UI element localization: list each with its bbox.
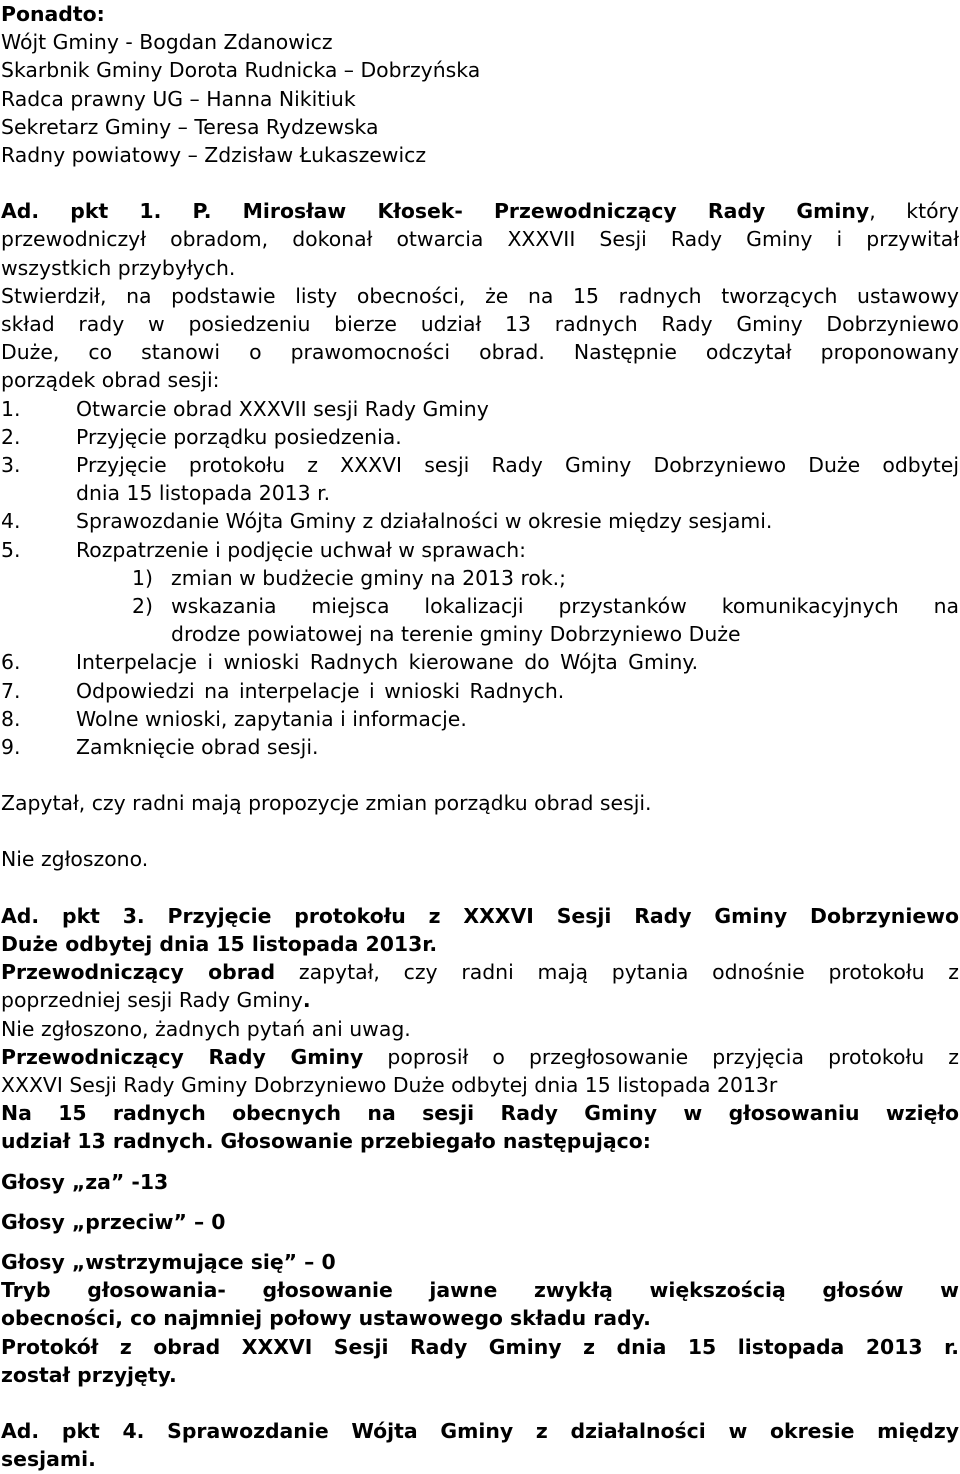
spacer [1, 1156, 959, 1168]
spacer [1, 169, 959, 197]
votes-abstain: Głosy „wstrzymujące się” – 0 [1, 1249, 336, 1274]
pkt1-line: Duże, co stanowi o prawomocności obrad. Następnie odczytał proponowany [1, 340, 959, 365]
pkt3-heading: Duże odbytej dnia 15 listopada 2013r. [1, 931, 438, 956]
pkt1-line: Stwierdził, na podstawie listy obecności, że na 15 radnych tworzących ustawowy [1, 283, 959, 308]
pkt3-line: Nie zgłoszono, żadnych pytań ani uwag. [1, 1016, 411, 1041]
pkt1-line: przewodniczył obradom, dokonał otwarcia XXXVII Sesji Rady Gminy i przywitał [1, 227, 959, 252]
agenda-item: 1. Otwarcie obrad XXXVII sesji Rady Gminy [1, 396, 489, 421]
pkt1-lead: Ad. pkt 1. P. Mirosław Kłosek- Przewodniczący Rady Gminy [1, 199, 870, 224]
pkt1-line: wszystkich przybyłych. [1, 255, 236, 280]
agenda-item: 5. Rozpatrzenie i podjęcie uchwał w sprawach: [1, 537, 527, 562]
pkt3-line: poprzedniej sesji Rady Gminy. [1, 988, 311, 1013]
pkt1-line: porządek obrad sesji: [1, 368, 220, 393]
pkt1-line: skład rady w posiedzeniu bierze udział 13 radnych Rady Gminy Dobrzyniewo [1, 312, 959, 337]
pkt3-line: obecności, co najmniej połowy ustawowego składu rady. [1, 1306, 651, 1331]
pkt3-heading: Ad. pkt 3. Przyjęcie protokołu z XXXVI Sesji Rady Gminy Dobrzyniewo [1, 903, 959, 928]
pkt3-line: Przewodniczący Rady Gminy poprosił o przegłosowanie przyjęcia protokołu z [1, 1044, 959, 1069]
pkt3-line: Tryb głosowania- głosowanie jawne zwykłą większością głosów w [1, 1278, 959, 1303]
spacer [1, 1236, 959, 1248]
spacer [1, 1196, 959, 1208]
attendee-line: Skarbnik Gminy Dorota Rudnicka – Dobrzyńska [1, 58, 481, 83]
agenda-item-cont: dnia 15 listopada 2013 r. [76, 481, 331, 506]
agenda-item: 2. Przyjęcie porządku posiedzenia. [1, 424, 402, 449]
agenda-item: 9. Zamknięcie obrad sesji. [1, 735, 319, 760]
pkt3-line: został przyjęty. [1, 1362, 177, 1387]
agenda-item: 8. Wolne wnioski, zapytania i informacje. [1, 706, 467, 731]
pkt3-line: Protokół z obrad XXXVI Sesji Rady Gminy z dnia 15 listopada 2013 r. [1, 1334, 959, 1359]
agenda-item: 3. Przyjęcie protokołu z XXXVI sesji Rady Gminy Dobrzyniewo Duże odbytej [1, 453, 959, 478]
agenda-subitem: 1) zmian w budżecie gminy na 2013 rok.; [132, 565, 567, 590]
question-line: Zapytał, czy radni mają propozycje zmian porządku obrad sesji. [1, 791, 652, 816]
spacer [1, 1389, 959, 1417]
spacer [1, 817, 959, 845]
pkt3-line: XXXVI Sesji Rady Gminy Dobrzyniewo Duże odbytej dnia 15 listopada 2013r [1, 1072, 778, 1097]
none-line: Nie zgłoszono. [1, 847, 149, 872]
pkt3-line: Przewodniczący obrad zapytał, czy radni mają pytania odnośnie protokołu z [1, 960, 959, 985]
spacer [1, 874, 959, 902]
pkt3-line: Na 15 radnych obecnych na sesji Rady Gminy w głosowaniu wzięło [1, 1101, 959, 1126]
agenda-item: 7. Odpowiedzi na interpelacje i wnioski Radnych. [1, 678, 565, 703]
attendee-line: Radny powiatowy – Zdzisław Łukaszewicz [1, 143, 427, 168]
votes-against: Głosy „przeciw” – 0 [1, 1209, 226, 1234]
ponadto-heading: Ponadto: [1, 2, 105, 26]
attendee-line: Radca prawny UG – Hanna Nikitiuk [1, 86, 356, 111]
pkt3-line: udział 13 radnych. Głosowanie przebiegało następująco: [1, 1129, 651, 1154]
pkt4-heading: sesjami. [1, 1447, 96, 1472]
pkt1-line: Ad. pkt 1. P. Mirosław Kłosek- Przewodniczący Rady Gminy, który [1, 199, 959, 224]
agenda-item: 6. Interpelacje i wnioski Radnych kierowane do Wójta Gminy. [1, 650, 699, 675]
agenda-subitem-cont: drodze powiatowej na terenie gminy Dobrzyniewo Duże [171, 622, 741, 647]
agenda-subitem: 2) wskazania miejsca lokalizacji przystanków komunikacyjnych na [132, 594, 959, 619]
pkt4-heading: Ad. pkt 4. Sprawozdanie Wójta Gminy z działalności w okresie między [1, 1418, 959, 1443]
agenda-item: 4. Sprawozdanie Wójta Gminy z działalności w okresie między sesjami. [1, 509, 773, 534]
votes-for: Głosy „za” -13 [1, 1169, 169, 1194]
attendee-line: Wójt Gminy - Bogdan Zdanowicz [1, 30, 333, 55]
attendee-line: Sekretarz Gminy – Teresa Rydzewska [1, 114, 379, 139]
spacer [1, 761, 959, 789]
